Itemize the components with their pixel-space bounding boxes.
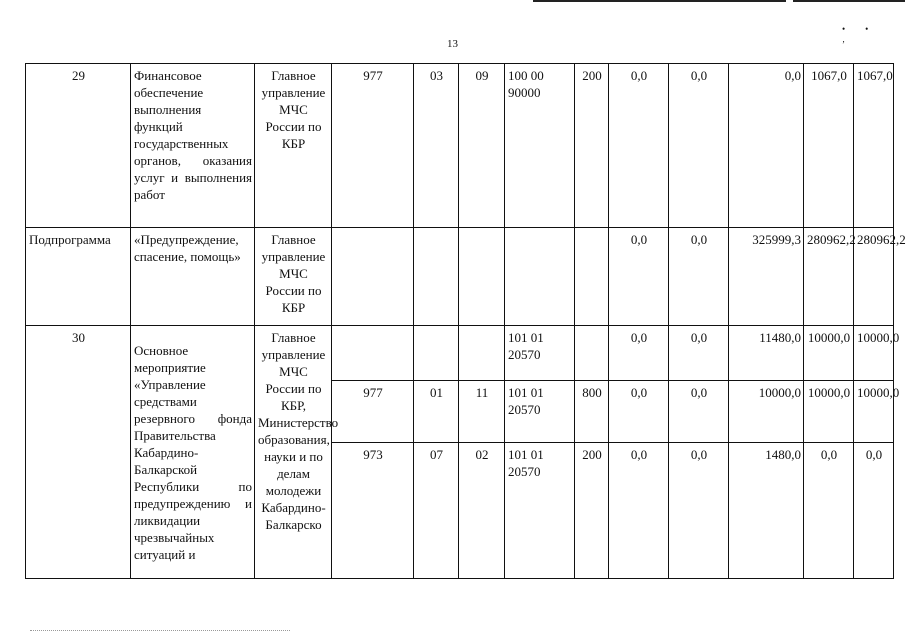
value-cell: 1067,0 xyxy=(854,64,894,228)
value-cell: 11480,0 xyxy=(729,326,804,381)
value-cell: 10000,0 xyxy=(804,381,854,443)
value-cell: 0,0 xyxy=(669,326,729,381)
value-cell: 325999,3 xyxy=(729,228,804,326)
top-border-line xyxy=(533,0,786,2)
expense-type-code: 200 xyxy=(575,443,609,579)
executor: Главное управление МЧС России по КБР, Министерство образования, науки и по делам молодежи Кабардино-Балкарско xyxy=(255,326,332,579)
section-code xyxy=(414,228,459,326)
executor: Главное управление МЧС России по КБР xyxy=(255,228,332,326)
subsection-code: 02 xyxy=(459,443,505,579)
table-row xyxy=(26,64,894,228)
scan-artifact-line xyxy=(30,630,290,632)
expense-type-code xyxy=(575,326,609,381)
value-cell: 0,0 xyxy=(669,228,729,326)
row-number: 30 xyxy=(26,326,131,579)
subsection-code: 11 xyxy=(459,381,505,443)
value-cell: 0,0 xyxy=(804,443,854,579)
grbs-code xyxy=(332,326,414,381)
value-cell: 0,0 xyxy=(729,64,804,228)
value-cell: 10000,0 xyxy=(729,381,804,443)
value-cell: 0,0 xyxy=(609,381,669,443)
budget-table xyxy=(25,63,906,579)
value-cell: 0,0 xyxy=(609,228,669,326)
subsection-code xyxy=(459,228,505,326)
value-cell: 0,0 xyxy=(669,443,729,579)
target-article-code xyxy=(505,228,575,326)
value-cell: 10000,0 xyxy=(804,326,854,381)
grbs-code xyxy=(332,228,414,326)
section-code: 01 xyxy=(414,381,459,443)
expense-type-code: 800 xyxy=(575,381,609,443)
page-number: 13 xyxy=(447,38,458,50)
value-cell: 0,0 xyxy=(609,64,669,228)
table-row xyxy=(26,228,894,326)
row-number: Подпрограмма xyxy=(26,228,131,326)
section-code xyxy=(414,326,459,381)
target-article-code: 101 01 20570 xyxy=(505,326,575,381)
section-code: 07 xyxy=(414,443,459,579)
target-article-code: 101 01 20570 xyxy=(505,443,575,579)
value-cell: 0,0 xyxy=(609,326,669,381)
grbs-code: 973 xyxy=(332,443,414,579)
value-cell: 280962,2 xyxy=(854,228,894,326)
subsection-code xyxy=(459,326,505,381)
table-row xyxy=(26,326,894,381)
subsection-code: 09 xyxy=(459,64,505,228)
row-number: 29 xyxy=(26,64,131,228)
top-border-line xyxy=(793,0,905,2)
executor: Главное управление МЧС России по КБР xyxy=(255,64,332,228)
value-cell: 280962,2 xyxy=(804,228,854,326)
value-cell: 0,0 xyxy=(669,64,729,228)
grbs-code: 977 xyxy=(332,381,414,443)
section-code: 03 xyxy=(414,64,459,228)
value-cell: 0,0 xyxy=(854,443,894,579)
target-article-code: 101 01 20570 xyxy=(505,381,575,443)
value-cell: 1480,0 xyxy=(729,443,804,579)
grbs-code: 977 xyxy=(332,64,414,228)
value-cell: 0,0 xyxy=(609,443,669,579)
measure-name: Финансовое обеспечение выполнения функций государственных органов, оказания услуг и выполнения работ xyxy=(131,64,255,228)
value-cell: 1067,0 xyxy=(804,64,854,228)
value-cell: 10000,0 xyxy=(854,326,894,381)
expense-type-code: 200 xyxy=(575,64,609,228)
measure-name: «Предупреждение, спасение, помощь» xyxy=(131,228,255,326)
expense-type-code xyxy=(575,228,609,326)
target-article-code: 100 00 90000 xyxy=(505,64,575,228)
value-cell: 10000,0 xyxy=(854,381,894,443)
value-cell: 0,0 xyxy=(669,381,729,443)
corner-mark: •• ‚ xyxy=(842,24,889,44)
measure-name: Основное мероприятие «Управление средствами резервного фонда Правительства Кабардино-Балкарской Республики по предупреждению и ликвидации чрезвычайных ситуаций и xyxy=(131,326,255,579)
